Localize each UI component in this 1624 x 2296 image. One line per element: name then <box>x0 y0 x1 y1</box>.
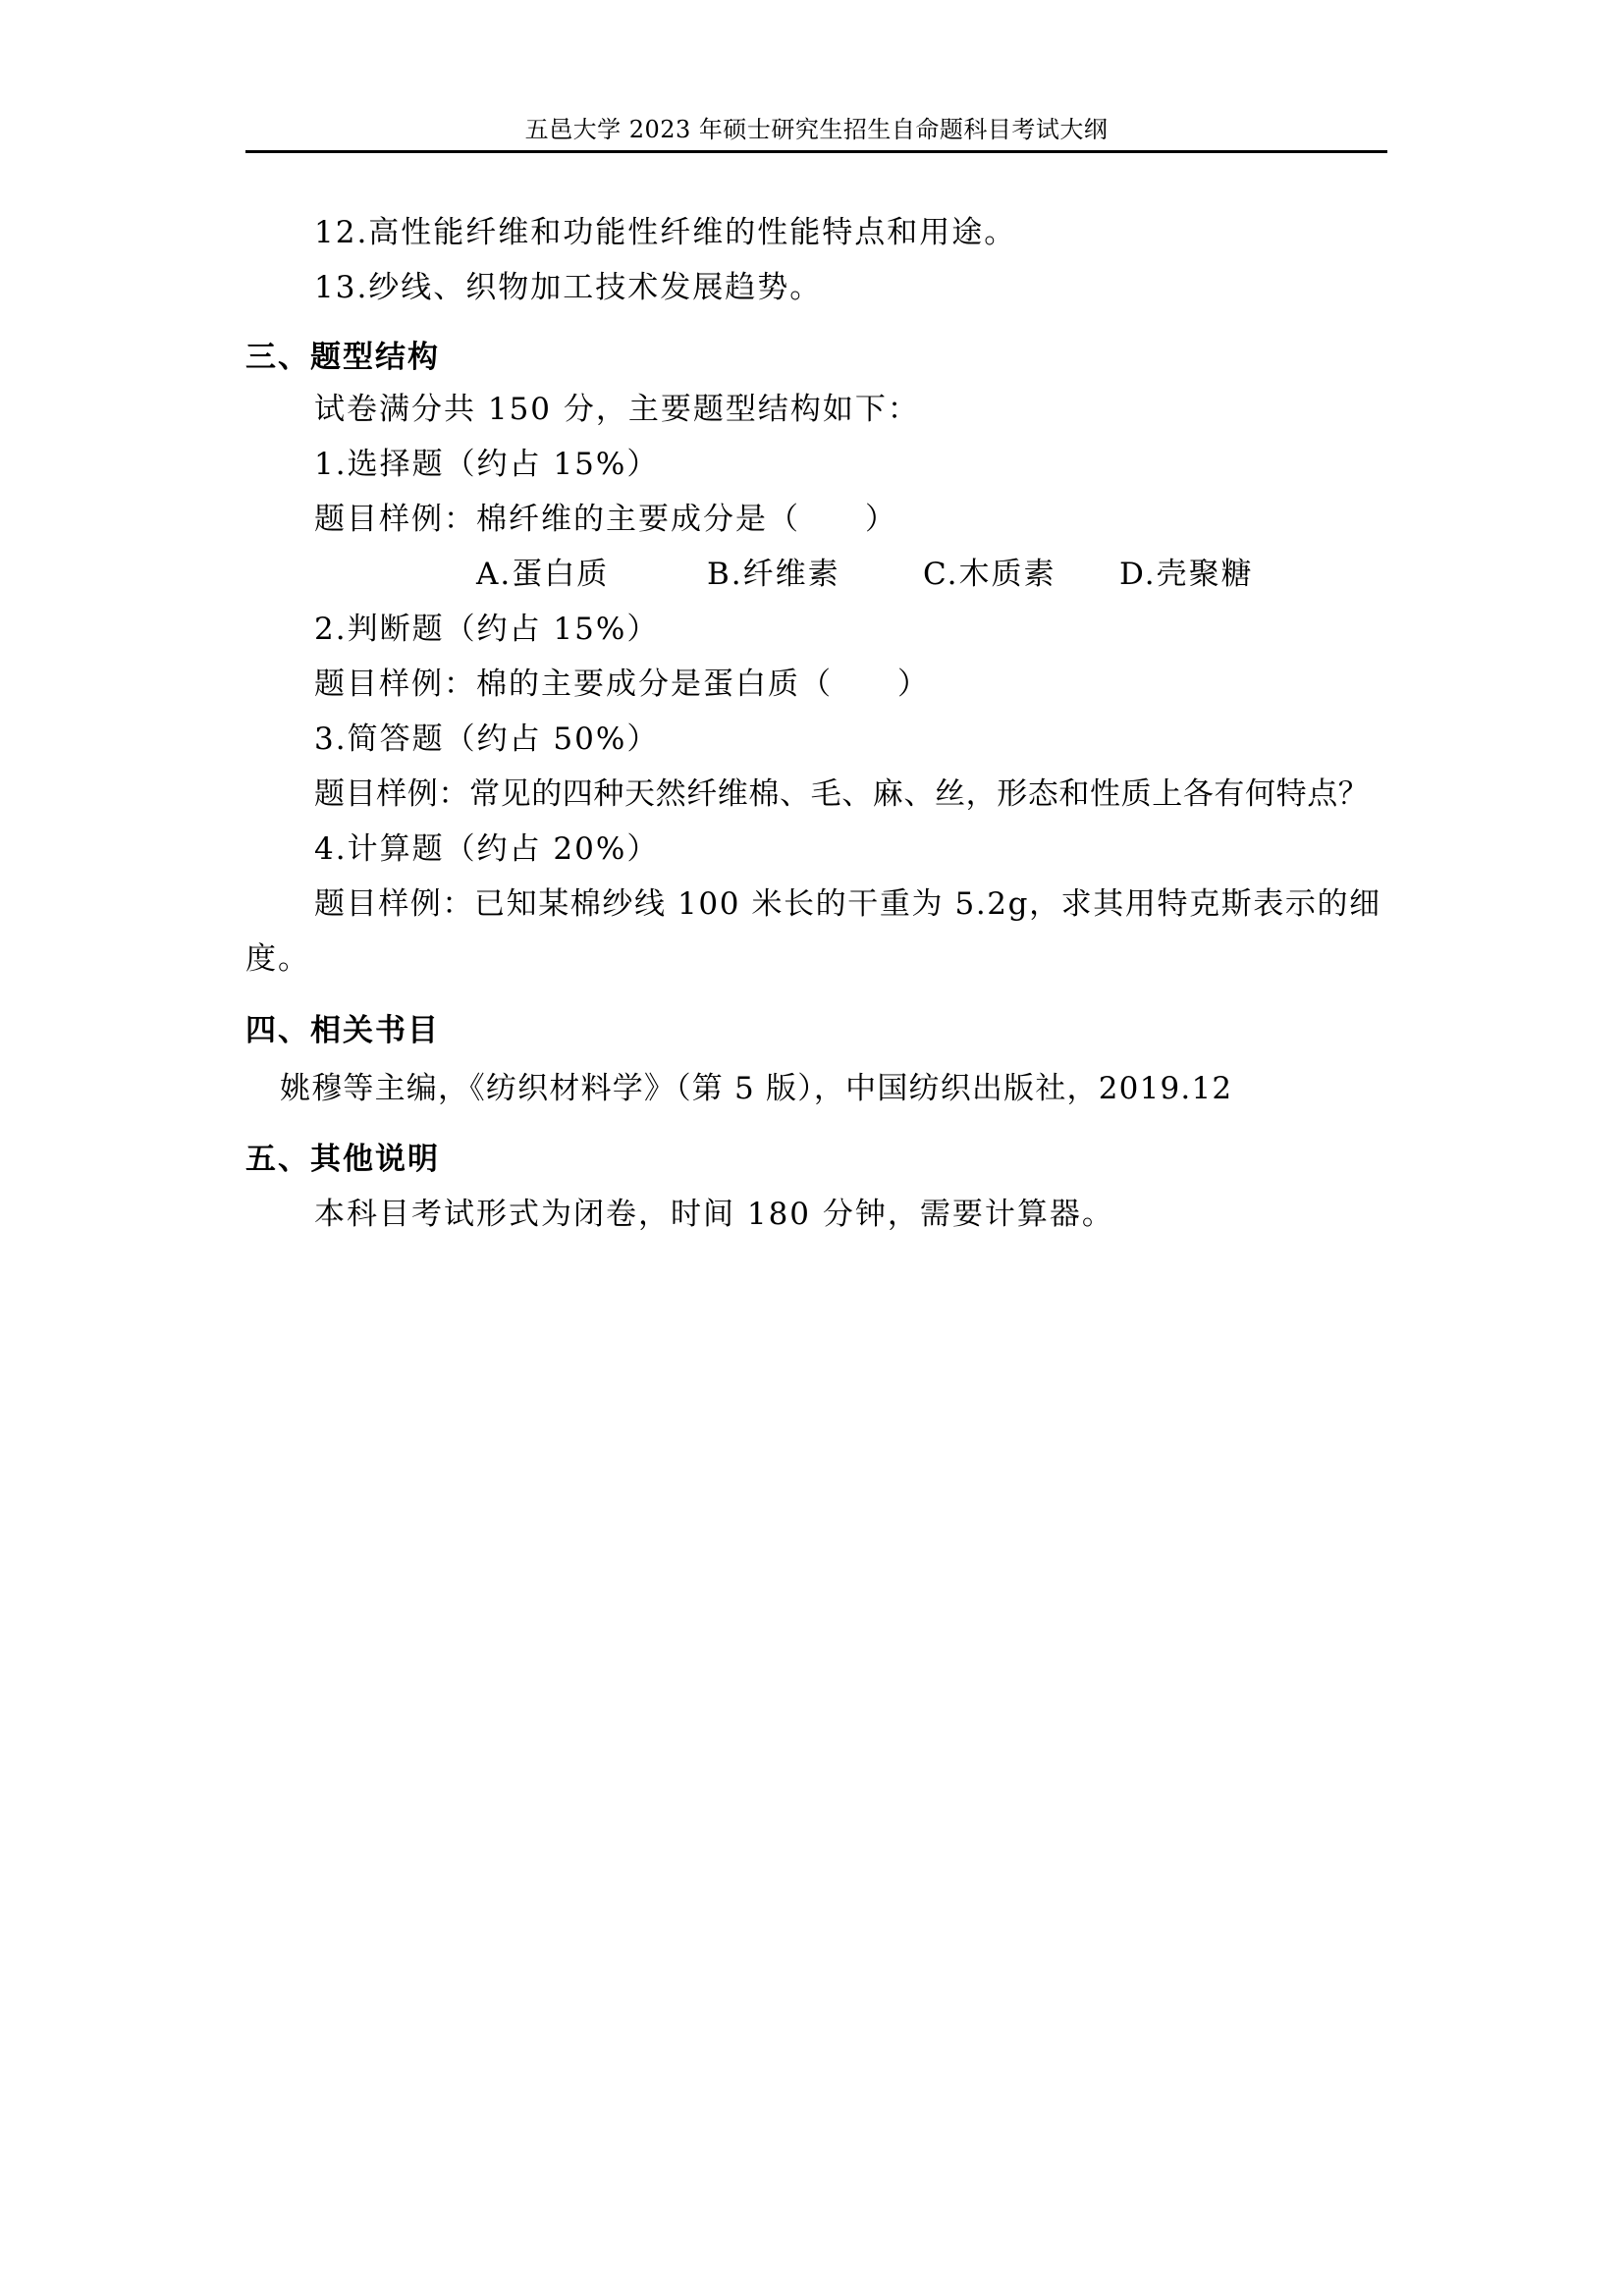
section-heading-question-types: 三、题型结构 <box>245 340 440 375</box>
other-notes-text: 本科目考试形式为闭卷，时间 180 分钟，需要计算器。 <box>314 1197 1114 1232</box>
choice-option-c: C.木质素 <box>923 557 1056 592</box>
question-type-short-answer-title: 3.简答题（约占 50%） <box>314 721 660 757</box>
choice-option-d: D.壳聚糖 <box>1119 557 1254 592</box>
list-item-12: 12.高性能纤维和功能性纤维的性能特点和用途。 <box>314 215 1017 250</box>
choice-option-a: A.蛋白质 <box>476 557 610 592</box>
question-type-calculation-title: 4.计算题（约占 20%） <box>314 831 660 867</box>
reference-book-text: 姚穆等主编，《纺织材料学》（第 5 版），中国纺织出版社，2019.12 <box>280 1071 1233 1106</box>
section-heading-other-notes: 五、其他说明 <box>245 1142 440 1177</box>
header-divider <box>245 150 1387 153</box>
list-item-13: 13.纱线、织物加工技术发展趋势。 <box>314 270 823 305</box>
question-type-calculation-example: 题目样例：已知某棉纱线 100 米长的干重为 5.2g，求其用特克斯表示的细 <box>314 886 1381 922</box>
question-type-calculation-example-continued: 度。 <box>245 941 310 977</box>
question-type-truefalse-example: 题目样例：棉的主要成分是蛋白质（ ） <box>314 667 930 702</box>
question-type-choice-example: 题目样例：棉纤维的主要成分是（ ） <box>314 502 897 537</box>
question-type-choice-title: 1.选择题（约占 15%） <box>314 447 660 482</box>
question-type-short-answer-example: 题目样例：常见的四种天然纤维棉、毛、麻、丝，形态和性质上各有何特点？ <box>314 776 1370 812</box>
question-type-truefalse-title: 2.判断题（约占 15%） <box>314 612 660 647</box>
section-intro-text: 试卷满分共 150 分，主要题型结构如下： <box>314 392 920 427</box>
page-header-title: 五邑大学 2023 年硕士研究生招生自命题科目考试大纲 <box>524 116 1109 143</box>
section-heading-references: 四、相关书目 <box>245 1013 440 1048</box>
choice-option-b: B.纤维素 <box>707 557 840 592</box>
choice-options <box>476 555 1262 594</box>
